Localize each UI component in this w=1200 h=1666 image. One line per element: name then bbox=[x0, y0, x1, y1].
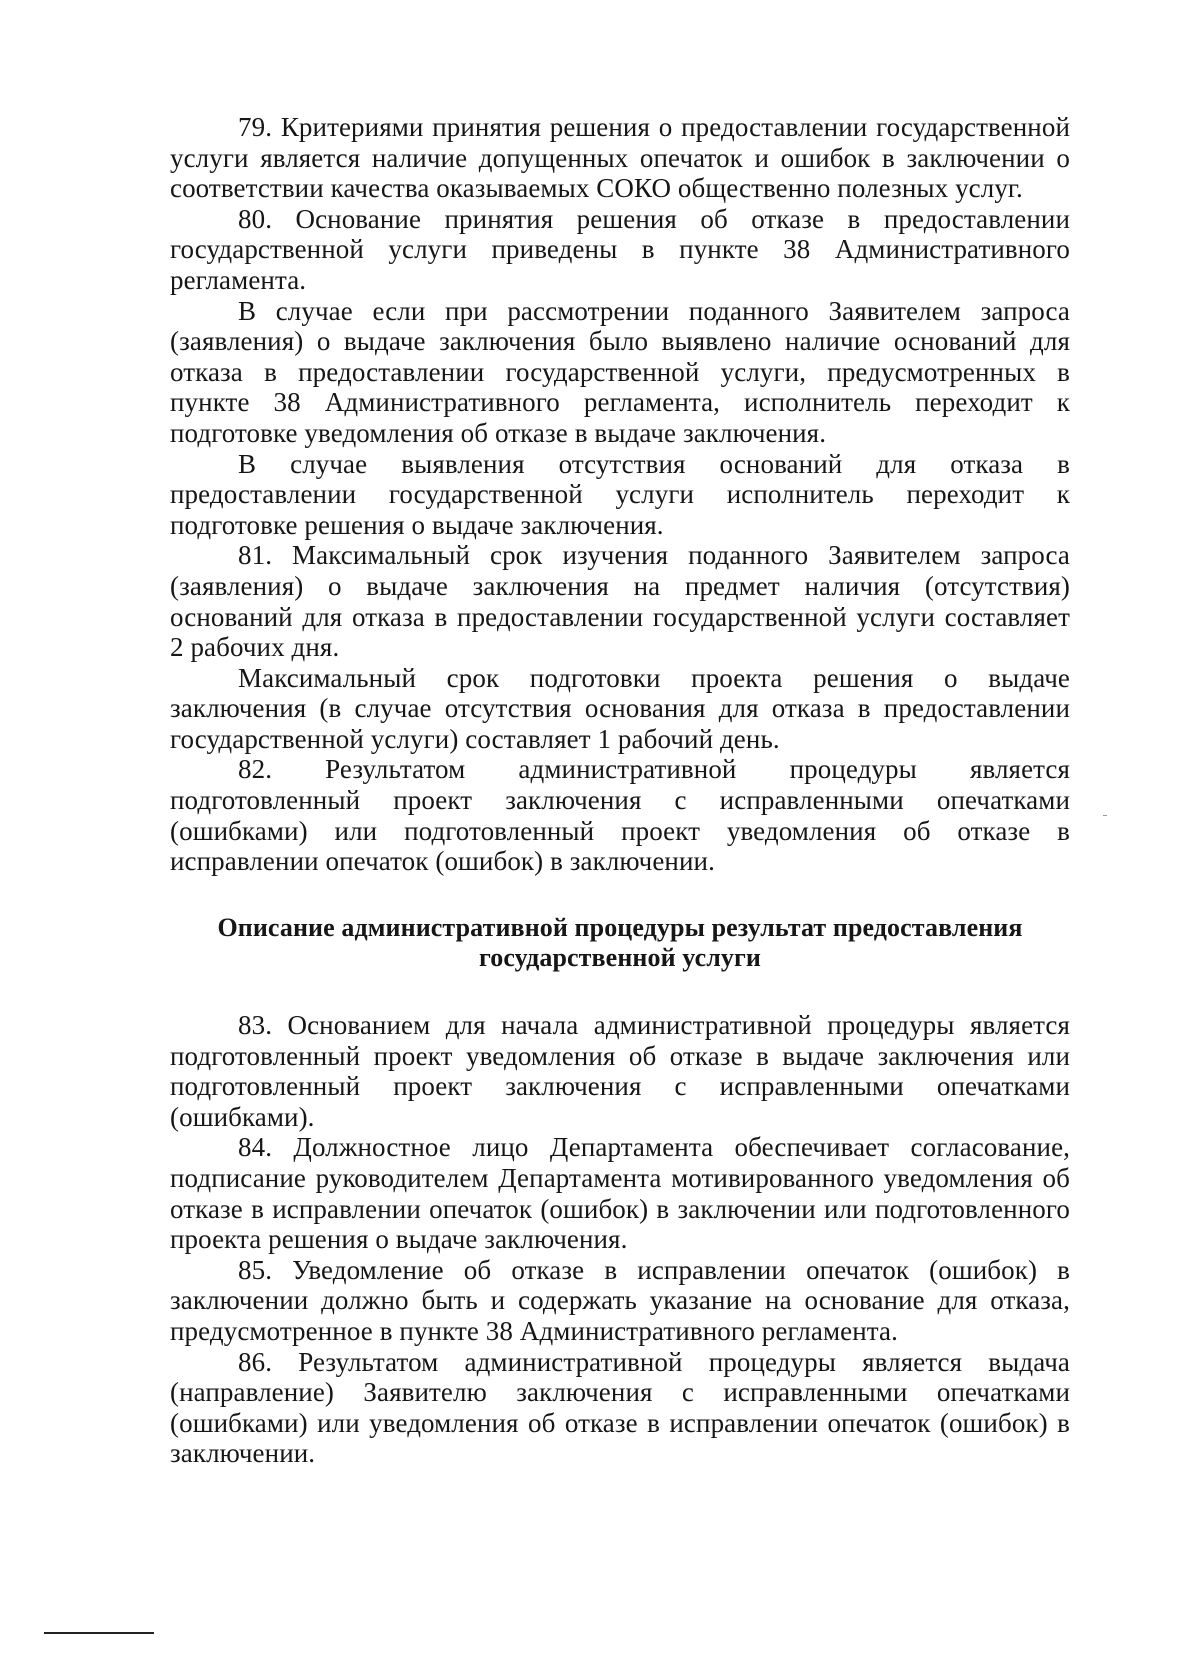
paragraph-84: 84. Должностное лицо Департамента обеспечивает согласование, подписание руководителем Департамента мотивированного уведомления об отказе в исправлении опечаток (ошибок) в заключении или подготовленного проекта решения о выдаче заключения. bbox=[170, 1132, 1070, 1255]
paragraph-83: 83. Основанием для начала административной процедуры является подготовленный проект уведомления об отказе в выдаче заключения или подготовленный проект заключения с исправленными опечатками (ошибками). bbox=[170, 1010, 1070, 1132]
section-heading bbox=[170, 913, 1070, 974]
section-heading-line-1: Описание административной процедуры результат предоставления bbox=[217, 912, 1023, 942]
scan-speck bbox=[1103, 815, 1107, 816]
paragraph-79: 79. Критериями принятия решения о предоставлении государственной услуги является наличие допущенных опечаток и ошибок в заключении о соответствии качества оказываемых СОКО общественно полезных услуг. bbox=[170, 112, 1070, 204]
paragraph-80: 80. Основание принятия решения об отказе в предоставлении государственной услуги приведены в пункте 38 Административного регламента. bbox=[170, 203, 1070, 295]
paragraph-81: 81. Максимальный срок изучения поданного Заявителем запроса (заявления) о выдаче заключения на предмет наличия (отсутствия) оснований для отказа в предоставлении государственной услуги составляет 2 рабочих дня. bbox=[170, 540, 1070, 663]
paragraph-86: 86. Результатом административной процедуры является выдача (направление) Заявителю заключения с исправленными опечатками (ошибками) или уведомления об отказе в исправлении опечаток (ошибок) в заключении. bbox=[170, 1346, 1070, 1469]
document-body bbox=[170, 112, 1070, 1469]
paragraph-81-preparation-term: Максимальный срок подготовки проекта решения о выдаче заключения (в случае отсутствия основания для отказа в предоставлении государственной услуги) составляет 1 рабочий день. bbox=[170, 662, 1070, 754]
paragraph-82: 82. Результатом административной процедуры является подготовленный проект заключения с исправленными опечатками (ошибками) или подготовленный проект уведомления об отказе в исправлении опечаток (ошибок) в заключении. bbox=[170, 754, 1070, 877]
footnote-divider bbox=[44, 1632, 154, 1634]
paragraph-85: 85. Уведомление об отказе в исправлении опечаток (ошибок) в заключении должно быть и содержать указание на основание для отказа, предусмотренное в пункте 38 Административного регламента. bbox=[170, 1254, 1070, 1346]
paragraph-80-no-grounds-case: В случае выявления отсутствия оснований для отказа в предоставлении государственной услуги исполнитель переходит к подготовке решения о выдаче заключения. bbox=[170, 448, 1070, 540]
paragraph-80-refusal-case: В случае если при рассмотрении поданного Заявителем запроса (заявления) о выдаче заключения было выявлено наличие оснований для отказа в предоставлении государственной услуги, предусмотренных в пункте 38 Административного регламента, исполнитель переходит к подготовке уведомления об отказе в выдаче заключения. bbox=[170, 295, 1070, 448]
section-heading-line-2: государственной услуги bbox=[479, 943, 761, 973]
